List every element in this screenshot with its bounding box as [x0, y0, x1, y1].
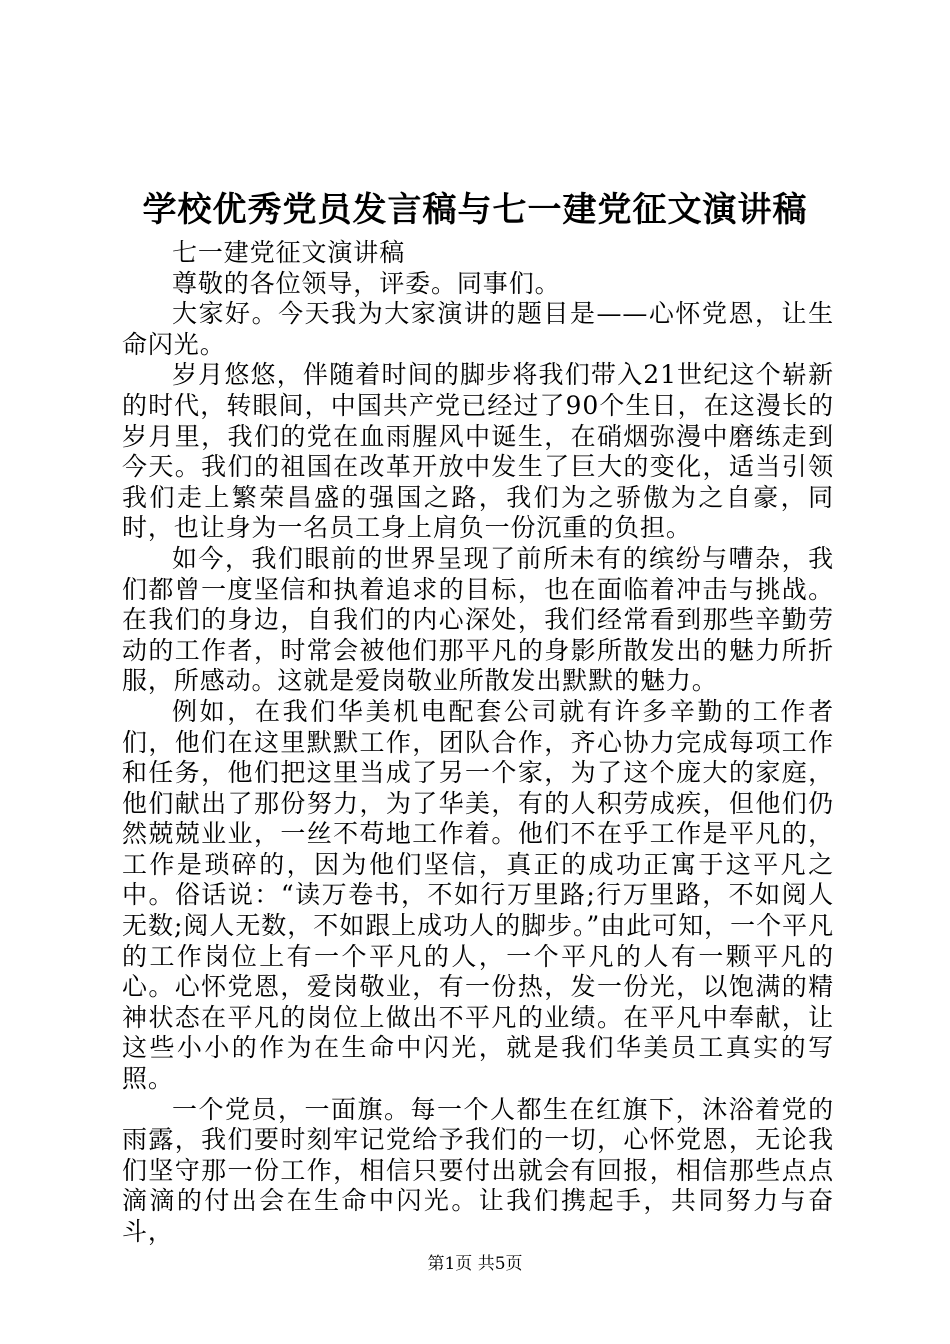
document-title: 学校优秀党员发言稿与七一建党征文演讲稿 [142, 190, 808, 230]
page-number-footer: 第1页 共5页 [427, 1254, 523, 1274]
body-paragraph: 如今，我们眼前的世界呈现了前所未有的缤纷与嘈杂，我们都曾一度坚信和执着追求的目标，也在面临着冲击与挑战。在我们的身边，自我们的内心深处，我们经常看到那些辛勤劳动的工作者，时常会被他们那平凡的身影所散发出的魅力所折服，所感动。这就是爱岗敬业所散发出默默的魅力。 [122, 543, 834, 696]
body-paragraph: 岁月悠悠，伴随着时间的脚步将我们带入21世纪这个崭新的时代，转眼间，中国共产党已经过了90个生日，在这漫长的岁月里，我们的党在血雨腥风中诞生，在硝烟弥漫中磨练走到今天。我们的祖国在改革开放中发生了巨大的变化，适当引领我们走上繁荣昌盛的强国之路，我们为之骄傲为之自豪，同时，也让身为一名员工身上肩负一份沉重的负担。 [122, 360, 834, 543]
document-body [122, 238, 834, 1248]
subtitle-paragraph: 七一建党征文演讲稿 [172, 238, 406, 267]
body-paragraph: 一个党员，一面旗。每一个人都生在红旗下，沐浴着党的雨露，我们要时刻牢记党给予我们的一切，心怀党恩，无论我们坚守那一份工作，相信只要付出就会有回报，相信那些点点滴滴的付出会在生命中闪光。让我们携起手，共同努力与奋斗， [122, 1094, 834, 1246]
body-paragraph: 大家好。今天我为大家演讲的题目是——心怀党恩，让生命闪光。 [122, 299, 834, 359]
salutation-paragraph: 尊敬的各位领导，评委。同事们。 [172, 268, 561, 298]
body-paragraph: 例如，在我们华美机电配套公司就有许多辛勤的工作者们，他们在这里默默工作，团队合作，齐心协力完成每项工作和任务，他们把这里当成了另一个家，为了这个庞大的家庭，他们献出了那份努力，为了华美，有的人积劳成疾，但他们仍然兢兢业业，一丝不苟地工作着。他们不在乎工作是平凡的，工作是琐碎的，因为他们坚信，真正的成功正寓于这平凡之中。俗话说：“读万卷书，不如行万里路;行万里路，不如阅人无数;阅人无数，不如跟上成功人的脚步。”由此可知，一个平凡的工作岗位上有一个平凡的人，一个平凡的人有一颗平凡的心。心怀党恩，爱岗敬业，有一份热，发一份光，以饱满的精神状态在平凡的岗位上做出不平凡的业绩。在平凡中奉献，让这些小小的作为在生命中闪光，就是我们华美员工真实的写照。 [122, 696, 834, 1094]
